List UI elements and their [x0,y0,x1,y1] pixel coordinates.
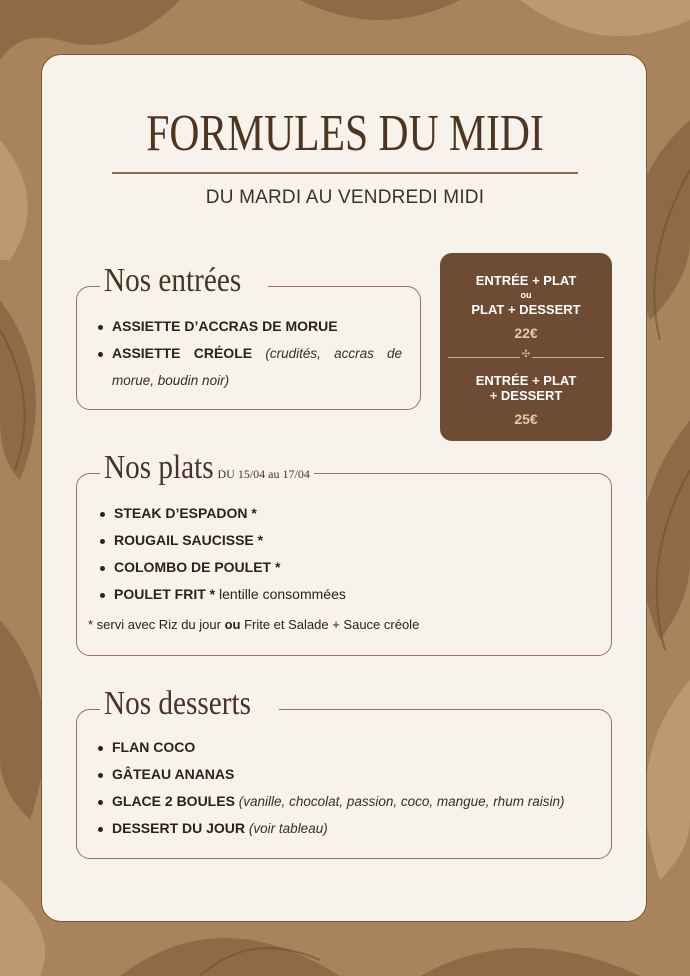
list-item [98,581,598,608]
list-item [96,788,608,815]
entrees-heading: Nos entrées [100,262,268,300]
formule-1-price: 22€ [514,325,538,341]
list-item [96,815,608,842]
plats-list [98,500,598,608]
formule-2-line-2: + DESSERT [489,388,563,403]
item-name: COLOMBO DE POULET * [114,559,281,575]
list-item [96,340,402,394]
list-item [96,761,608,788]
entrees-list [96,313,402,394]
item-note: (crudités, accras de morue, boudin noir) [112,346,402,388]
list-item [96,734,608,761]
item-name: ASSIETTE CRÉOLE [112,345,253,361]
item-name: GLACE 2 BOULES [112,793,235,809]
separator-line-left [448,357,520,358]
plats-dates: DU 15/04 au 17/04 [217,467,310,481]
formules-price-box [440,253,612,441]
plats-heading: Nos plats DU 15/04 au 17/04 [100,449,314,487]
title-divider [112,172,578,174]
list-item [98,500,598,527]
item-name: ASSIETTE D’ACCRAS DE MORUE [112,318,338,334]
formule-2-price: 25€ [514,411,538,427]
item-note: lentille consommées [219,586,346,602]
formule-2-line-1: ENTRÉE + PLAT [475,373,577,388]
item-name: DESSERT DU JOUR [112,820,246,836]
item-name: ROUGAIL SAUCISSE * [114,532,264,548]
item-name: POULET FRIT * [114,586,216,602]
page-title: FORMULES DU MIDI [146,105,544,162]
item-name: STEAK D’ESPADON * [114,505,257,521]
separator-line-right [532,357,604,358]
item-name: FLAN COCO [112,739,196,755]
desserts-list [96,734,608,842]
list-item [96,313,402,340]
page-subtitle: DU MARDI AU VENDREDI MIDI [205,187,485,208]
plats-footnote: * servi avec Riz du jour ou Frite et Salade + Sauce créole [88,617,420,632]
formule-1-line-2: PLAT + DESSERT [471,302,581,317]
formule-1-line-1: ENTRÉE + PLAT [475,273,577,288]
item-note: (vanille, chocolat, passion, coco, mangue, rhum raisin) [238,794,565,809]
list-item [98,527,598,554]
list-item [98,554,598,581]
separator-ornament-icon: ✣ [521,349,531,360]
item-name: GÂTEAU ANANAS [112,766,235,782]
item-note: (voir tableau) [248,821,328,836]
formule-1-or: ou [520,290,532,300]
desserts-heading: Nos desserts [100,685,279,723]
